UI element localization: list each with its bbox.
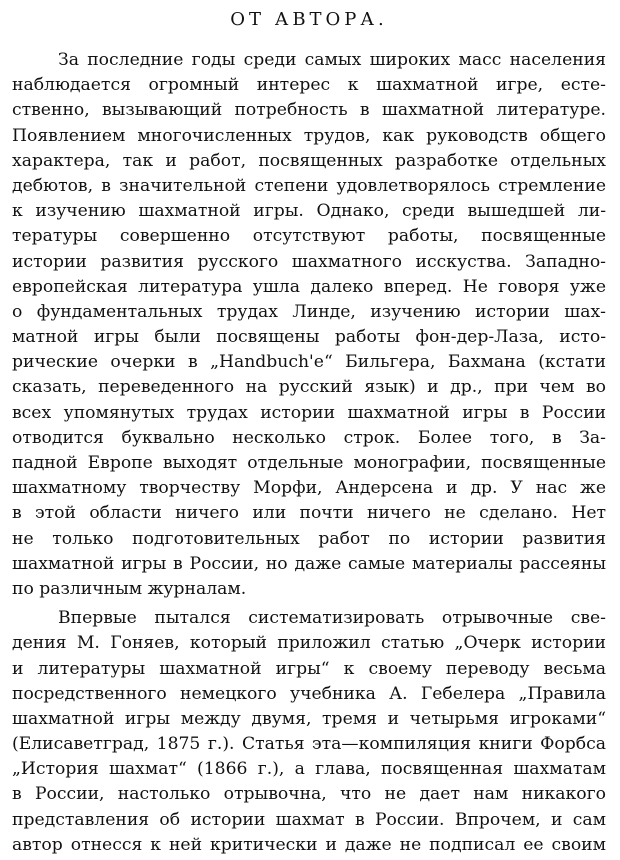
text-line: о фундаментальных трудах Линде, изучению истории шах-: [12, 301, 606, 322]
text-line: не только подготовительных работ по истории развития: [12, 528, 606, 549]
text-line: матной игры были посвящены работы фон-дер-Лаза, исто-: [12, 327, 606, 348]
text-line: дения М. Гоняев, который приложил статью „Очерк истории: [12, 633, 606, 654]
text-line: дебютов, в значительной степени удовлетворялось стремление: [12, 175, 606, 196]
text-line: За последние годы среди самых широких масс населения: [58, 50, 606, 70]
text-line: автор отнесся к ней критически и даже не подписал ее своим: [12, 834, 606, 855]
text-line: всех упомянутых трудах истории шахматной игры в России: [12, 402, 606, 423]
text-line: отводится буквально несколько строк. Более того, в За-: [12, 427, 606, 448]
text-line: рические очерки в „Handbuch'e“ Бильгера, Бахмана (кстати: [12, 352, 606, 373]
text-line: и литературы шахматной игры“ к своему переводу весьма: [12, 658, 606, 679]
text-line: (Елисаветград, 1875 г.). Статья эта—компиляция книги Форбса: [12, 734, 606, 755]
text-line: шахматной игры между двумя, тремя и четырьмя игроками“: [12, 708, 606, 729]
text-line: истории развития русского шахматного исскуства. Западно-: [12, 251, 606, 272]
page-title: ОТ АВТОРА.: [230, 9, 388, 30]
text-line: тературы совершенно отсутствуют работы, посвященные: [12, 226, 606, 247]
text-line: наблюдается огромный интерес к шахматной игре, есте-: [12, 75, 606, 96]
text-line: европейская литература ушла далеко вперед. Не говоря уже: [12, 276, 606, 297]
text-line: ственно, вызывающий потребность в шахматной литературе.: [12, 100, 606, 121]
paragraph-1: [12, 48, 606, 602]
text-line: к изучению шахматной игры. Однако, среди вышедшей ли-: [12, 201, 606, 222]
text-line: характера, так и работ, посвященных разработке отдельных: [12, 150, 606, 171]
text-line: по различным журналам.: [12, 578, 247, 599]
text-line: посредственного немецкого учебника А. Гебелера „Правила: [12, 683, 606, 704]
text-line: в России, настолько отрывочна, что не дает нам никакого: [12, 784, 606, 805]
text-line: сказать, переведенного на русский язык) и др., при чем во: [12, 377, 606, 398]
text-line: Появлением многочисленных трудов, как руководств общего: [12, 125, 606, 146]
text-line: падной Европе выходят отдельные монографии, посвященные: [12, 453, 606, 473]
text-line: представления об истории шахмат в России. Впрочем, и сам: [12, 809, 606, 830]
text-line: „История шахмат“ (1866 г.), а глава, посвященная шахматам: [12, 759, 606, 780]
text-line: шахматному творчеству Морфи, Андерсена и др. У нас же: [12, 478, 606, 499]
paragraph-2: [12, 606, 606, 858]
text-line: шахматной игры в России, но даже самые материалы рассеяны: [12, 553, 606, 574]
text-line: Впервые пытался систематизировать отрывочные све-: [58, 608, 606, 629]
text-line: в этой области ничего или почти ничего не сделано. Нет: [12, 503, 606, 524]
